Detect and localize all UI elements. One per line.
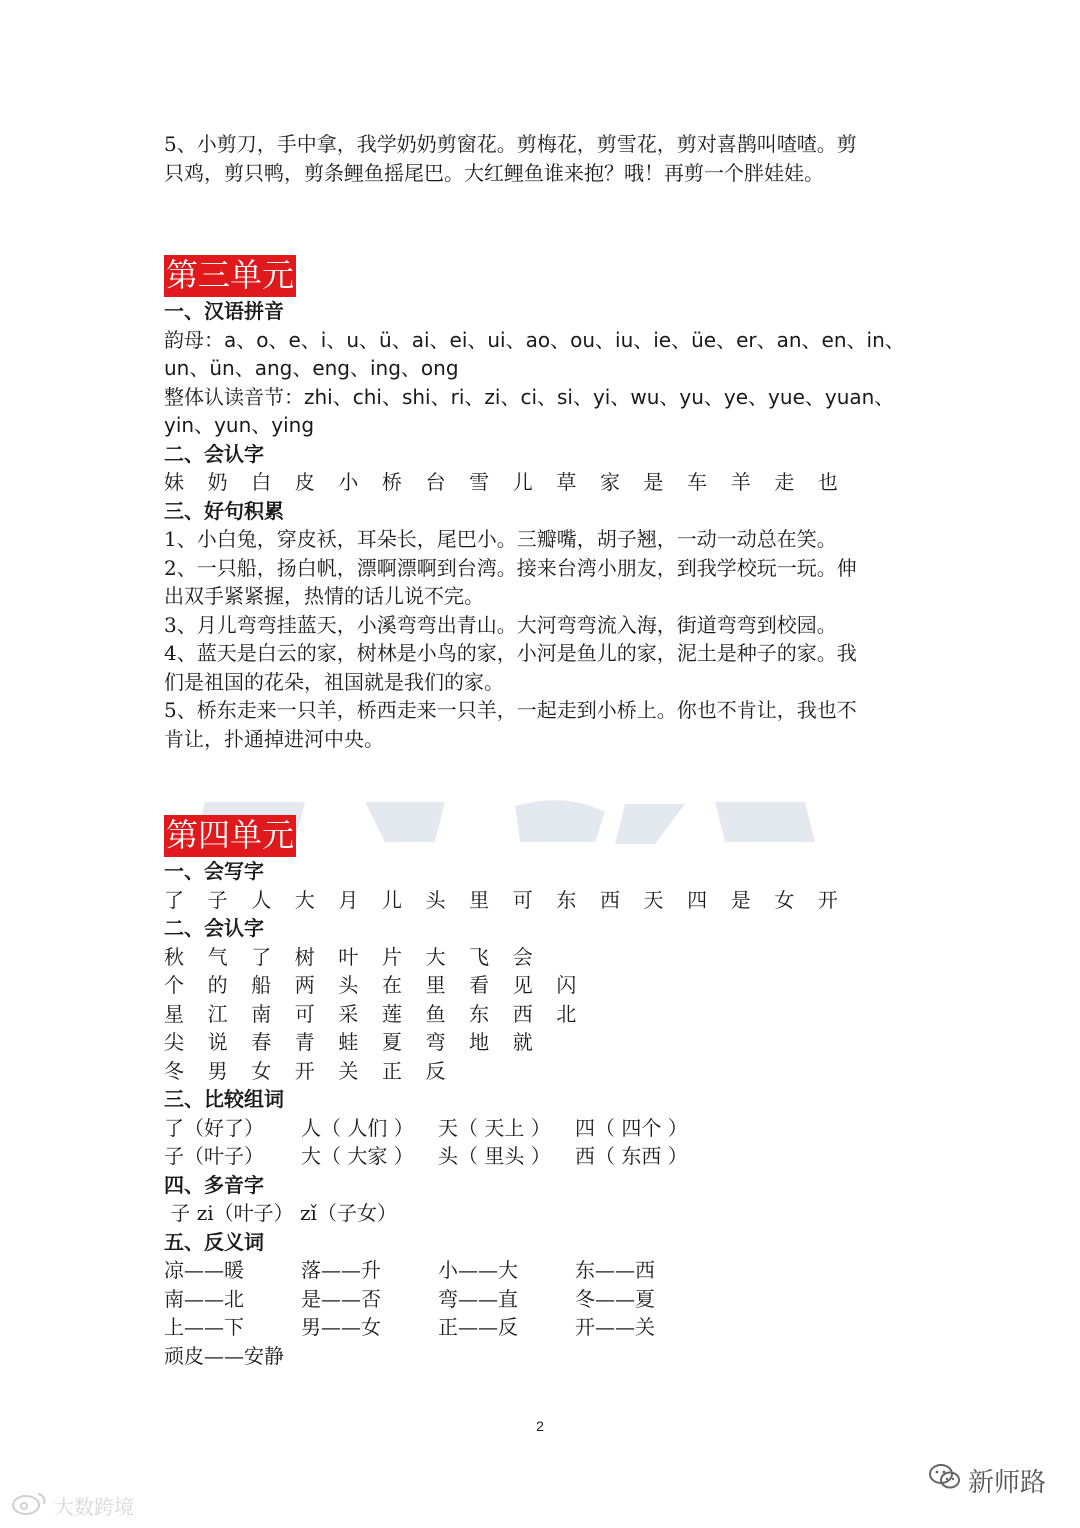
char: 夏 <box>381 1030 402 1054</box>
unit4-recognize-row <box>164 943 924 972</box>
char: 羊 <box>730 470 751 494</box>
char: 子 <box>207 887 228 912</box>
unit4-antonym-row <box>164 1313 924 1342</box>
char: 正 <box>381 1058 402 1083</box>
unit4-antonym-row <box>164 1285 924 1314</box>
char: 看 <box>469 973 490 997</box>
unit3-title <box>164 255 924 297</box>
char: 会 <box>512 944 533 969</box>
char: 说 <box>207 1030 228 1054</box>
unit4-recognize-row <box>164 1057 924 1086</box>
unit3-finals-line2: un、ün、ang、eng、ing、ong <box>164 356 459 380</box>
char: 西 <box>512 1001 533 1026</box>
char: 也 <box>817 470 838 494</box>
char: 里 <box>425 973 446 997</box>
char: 台 <box>425 470 446 494</box>
char: 月 <box>338 887 359 912</box>
corner-mark-text: 大数跨境 <box>54 1495 134 1519</box>
compare-item: 西（ 东西 ） <box>575 1144 688 1168</box>
char: 女 <box>251 1058 272 1083</box>
compare-item: 了（好了） <box>164 1115 264 1140</box>
unit3-recognize-chars <box>164 468 924 497</box>
char: 气 <box>207 944 228 969</box>
char: 是 <box>643 470 664 494</box>
char: 北 <box>556 1001 577 1026</box>
unit4-antonym-row <box>164 1342 924 1371</box>
char: 弯 <box>425 1030 446 1054</box>
char: 树 <box>294 944 315 969</box>
char: 青 <box>294 1030 315 1054</box>
antonym-pair: 是——否 <box>301 1286 381 1311</box>
char: 奶 <box>207 470 228 494</box>
char: 女 <box>774 887 795 912</box>
unit3-title-label: 第三单元 <box>164 255 296 297</box>
char: 鱼 <box>425 1001 446 1026</box>
char: 了 <box>251 944 272 969</box>
char: 皮 <box>294 470 315 494</box>
unit4-polyphone-heading: 四、多音字 <box>164 1172 264 1197</box>
char: 儿 <box>512 470 533 494</box>
antonym-pair: 小——大 <box>438 1258 518 1282</box>
char: 江 <box>207 1001 228 1026</box>
unit4-write-heading: 一、会写字 <box>164 859 264 883</box>
char: 儿 <box>381 887 402 912</box>
unit3-sentence-line: 2、一只船，扬白帆，漂啊漂啊到台湾。接来台湾小朋友，到我学校玩一玩。伸 <box>164 555 857 580</box>
unit4-title <box>164 815 924 857</box>
char: 天 <box>643 887 664 912</box>
char: 了 <box>164 887 184 912</box>
char: 南 <box>251 1001 272 1026</box>
unit2-sentence5-line2: 只鸡，剪只鸭，剪条鲤鱼摇尾巴。大红鲤鱼谁来抱？哦！再剪一个胖娃娃。 <box>164 160 824 185</box>
char: 西 <box>599 887 620 912</box>
antonym-pair: 冬——夏 <box>575 1286 655 1311</box>
char: 小 <box>338 470 359 494</box>
char: 在 <box>381 973 402 997</box>
antonym-pair: 南——北 <box>164 1286 244 1311</box>
unit4-antonym-row <box>164 1256 924 1285</box>
wechat-icon <box>928 1463 962 1498</box>
char: 妹 <box>164 470 184 494</box>
char: 是 <box>730 887 751 912</box>
char: 星 <box>164 1001 184 1026</box>
char: 的 <box>207 973 228 997</box>
unit4-compare-heading: 三、比较组词 <box>164 1087 284 1111</box>
unit4-compare-row <box>164 1142 924 1171</box>
char: 白 <box>251 470 272 494</box>
unit3-recognize-heading: 二、会认字 <box>164 441 264 466</box>
antonym-pair: 正——反 <box>438 1315 518 1339</box>
char: 秋 <box>164 944 184 969</box>
char: 男 <box>207 1058 228 1083</box>
char: 反 <box>425 1058 446 1083</box>
unit3-sentence-line: 4、蓝天是白云的家，树林是小鸟的家，小河是鱼儿的家，泥土是种子的家。我 <box>164 641 857 665</box>
unit4-recognize-heading: 二、会认字 <box>164 916 264 940</box>
char: 东 <box>469 1001 490 1026</box>
unit3-pinyin-heading: 一、汉语拼音 <box>164 299 284 323</box>
antonym-pair: 顽皮——安静 <box>164 1343 284 1368</box>
antonym-pair: 上——下 <box>164 1315 244 1339</box>
unit2-sentence5-line1: 5、小剪刀，手中拿，我学奶奶剪窗花。剪梅花，剪雪花，剪对喜鹊叫喳喳。剪 <box>164 132 857 156</box>
char: 四 <box>687 887 708 912</box>
compare-item: 大（ 大家 ） <box>301 1144 414 1168</box>
document-body <box>164 130 924 1370</box>
char: 冬 <box>164 1058 184 1083</box>
char: 采 <box>338 1001 359 1026</box>
unit4-antonym-heading: 五、反义词 <box>164 1229 264 1254</box>
char: 莲 <box>381 1001 402 1026</box>
compare-item: 子（叶子） <box>164 1144 264 1168</box>
char: 个 <box>164 973 184 997</box>
unit3-finals-line1: 韵母：a、o、e、i、u、ü、ai、ei、ui、ao、ou、iu、ie、üe、er、an、en、in、 <box>164 327 905 352</box>
char: 大 <box>425 944 446 969</box>
unit3-sentence-line: 5、桥东走来一只羊，桥西走来一只羊，一起走到小桥上。你也不肯让，我也不 <box>164 698 857 722</box>
brand-watermark <box>928 1462 1046 1499</box>
char: 片 <box>381 944 402 969</box>
compare-item: 四（ 四个 ） <box>575 1115 688 1140</box>
char: 见 <box>512 973 533 997</box>
unit3-sentence-line: 3、月儿弯弯挂蓝天，小溪弯弯出青山。大河弯弯流入海，街道弯弯到校园。 <box>164 612 837 637</box>
char: 头 <box>338 973 359 997</box>
unit4-write-chars <box>164 886 924 915</box>
char: 关 <box>338 1058 359 1083</box>
unit3-sentence-line: 们是祖国的花朵，祖国就是我们的家。 <box>164 669 504 694</box>
weibo-icon <box>10 1490 50 1521</box>
unit4-recognize-row <box>164 1028 924 1057</box>
corner-watermark <box>10 1490 134 1521</box>
char: 尖 <box>164 1030 184 1054</box>
char: 闪 <box>556 973 577 997</box>
unit3-sentence-line: 肯让，扑通掉进河中央。 <box>164 726 384 751</box>
char: 蛙 <box>338 1030 359 1054</box>
char: 雪 <box>469 470 490 494</box>
compare-item: 头（ 里头 ） <box>438 1144 551 1168</box>
compare-item: 人（ 人们 ） <box>301 1115 414 1140</box>
char: 里 <box>469 887 490 912</box>
antonym-pair: 东——西 <box>575 1258 655 1282</box>
char: 走 <box>774 470 795 494</box>
page-number: 2 <box>536 1418 544 1434</box>
char: 地 <box>469 1030 490 1054</box>
unit4-title-label: 第四单元 <box>164 815 296 857</box>
unit4-recognize-row <box>164 1000 924 1029</box>
char: 头 <box>425 887 446 912</box>
char: 人 <box>251 887 272 912</box>
antonym-pair: 男——女 <box>301 1315 381 1339</box>
unit3-syllables-line1: 整体认读音节：zhi、chi、shi、ri、zi、ci、si、yi、wu、yu、ye、yue、yuan、 <box>164 384 895 409</box>
unit3-sentence-line: 出双手紧紧握，热情的话儿说不完。 <box>164 584 484 608</box>
char: 车 <box>687 470 708 494</box>
char: 船 <box>251 973 272 997</box>
antonym-pair: 开——关 <box>575 1315 655 1339</box>
char: 开 <box>294 1058 315 1083</box>
unit3-syllables-line2: yin、yun、ying <box>164 413 315 437</box>
unit3-sentences-heading: 三、好句积累 <box>164 498 284 523</box>
char: 两 <box>294 973 315 997</box>
char: 东 <box>556 887 577 912</box>
unit4-recognize-row <box>164 971 924 1000</box>
char: 开 <box>817 887 838 912</box>
char: 叶 <box>338 944 359 969</box>
char: 大 <box>294 887 315 912</box>
char: 可 <box>512 887 533 912</box>
char: 桥 <box>381 470 402 494</box>
char: 春 <box>251 1030 272 1054</box>
char: 草 <box>556 470 577 494</box>
compare-item: 天（ 天上 ） <box>438 1115 551 1140</box>
antonym-pair: 弯——直 <box>438 1286 518 1311</box>
unit4-polyphone-text: 子 zi（叶子） zǐ（子女） <box>164 1201 397 1225</box>
char: 飞 <box>469 944 490 969</box>
antonym-pair: 凉——暖 <box>164 1258 244 1282</box>
char: 家 <box>599 470 620 494</box>
char: 就 <box>512 1030 533 1054</box>
unit4-compare-row <box>164 1114 924 1143</box>
char: 可 <box>294 1001 315 1026</box>
brand-name: 新师路 <box>967 1468 1046 1498</box>
antonym-pair: 落——升 <box>301 1258 381 1282</box>
unit3-sentence-line: 1、小白兔，穿皮袄，耳朵长，尾巴小。三瓣嘴，胡子翘，一动一动总在笑。 <box>164 527 837 551</box>
